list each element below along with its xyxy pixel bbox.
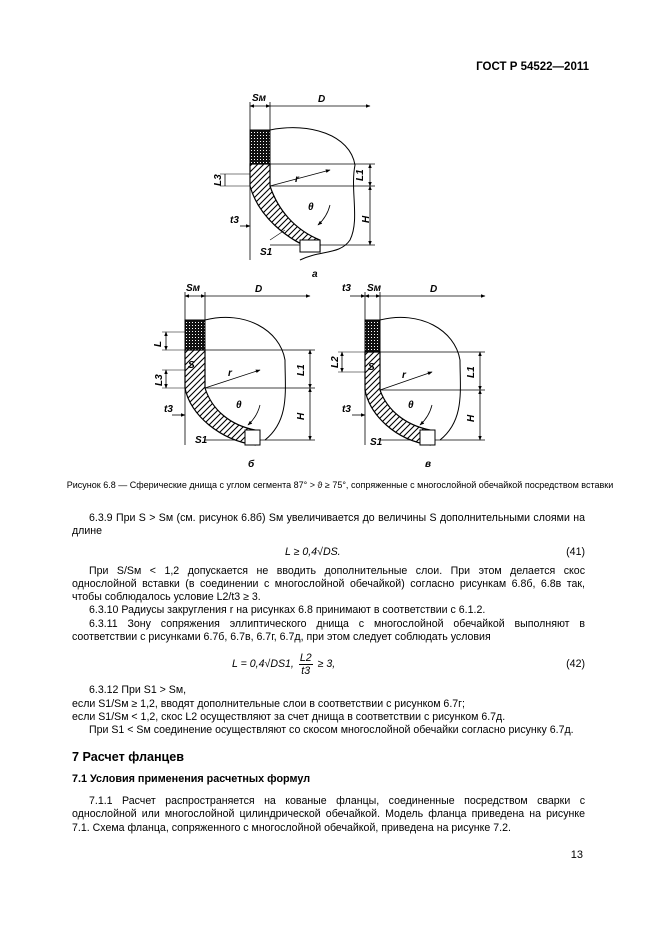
label-s: S [368,362,375,373]
label-h: H [361,215,372,223]
label-s1: S1 [370,437,383,448]
formula-41 [72,539,585,565]
label-l1: L1 [355,169,366,181]
label-h: H [466,414,477,422]
label-t3: t3 [164,404,173,415]
formula-41-number: (41) [566,545,585,558]
label-d: D [255,284,263,295]
label-l3: L3 [154,374,165,386]
formula-42-numerator: L2 [299,652,312,665]
label-theta: θ [236,400,242,411]
figure-letter: в [425,459,432,470]
formula-42-part-b: ≥ 3, [317,658,336,671]
label-h: H [296,412,307,420]
label-r: r [402,370,406,381]
figure-letter: б [248,459,255,470]
subsection-7-1-title: 7.1 Условия применения расчетных формул [72,772,311,785]
page-number: 13 [570,849,583,861]
label-s-m: Sм [186,283,201,294]
formula-42-denominator: t3 [301,665,311,678]
figure-6-8-c [320,280,500,470]
figure-caption: Рисунок 6.8 — Сферические днища с углом сегмента 87° > ϑ ≥ 75°, сопряженные с многослойной обечайкой посредством вставки [66,480,614,490]
label-l: L [153,340,164,347]
formula-41-expression: L ≥ 0,4√DS. [285,545,341,558]
label-r: r [228,368,232,379]
formula-42 [72,644,585,684]
paragraph-6-3-12-c: При S1 < Sм соединение осуществляют со скосом многослойной обечайки согласно рисунку 6.7д. [89,724,574,737]
label-l3: L3 [213,174,224,186]
body-text [72,512,585,835]
label-l1: L1 [466,366,477,378]
document-header: ГОСТ Р 54522—2011 [476,61,589,73]
paragraph-6-3-12: 6.3.12 При S1 > Sм, [89,684,187,697]
label-s1: S1 [260,247,273,258]
label-l2: L2 [330,356,341,368]
figure-letter: а [312,269,318,280]
figure-6-8-a [200,90,400,280]
paragraph-6-3-12-a: если S1/Sм ≥ 1,2, вводят дополнительные слои в соответствии с рисунком 6.7г; [72,697,465,710]
section-7-title: 7 Расчет фланцев [72,749,185,764]
paragraph-7-1-1: 7.1.1 Расчет распространяется на кованые фланцы, соединенные посредством сварки с однослойной или многослойной цилиндрической обечайкой. Модель фланца приведена на рисунке 7.1. Схема фланца, сопряженного с многослойной обечайкой, приведена на рисунке 7.2. [72,795,585,834]
label-l1: L1 [296,364,307,376]
label-theta: θ [308,202,314,213]
formula-42-number: (42) [566,658,585,671]
paragraph-6-3-10: 6.3.10 Радиусы закругления r на рисунках 6.8 принимают в соответствии с 6.1.2. [89,604,486,617]
formula-42-fraction [299,652,313,677]
label-r: r [295,174,299,185]
paragraph-6-3-12-b: если S1/Sм < 1,2, скос L2 осуществляют за счет днища в соответствии с рисунком 6.7д. [72,710,506,723]
formula-42-expression [232,644,335,684]
label-s-m: Sм [252,93,267,104]
label-s1: S1 [195,435,208,446]
formula-42-part-a: L = 0,4√DS1, [232,658,294,671]
label-s: S [188,360,195,371]
label-d: D [430,284,438,295]
label-d: D [318,94,326,105]
paragraph-6-3-9: 6.3.9 При S > Sм (см. рисунок 6.8б) Sм увеличивается до величины S дополнительными слоями на длине [72,512,585,538]
label-t3-bottom: t3 [342,404,351,415]
label-s-m: Sм [367,283,382,294]
figure-6-8-b [150,280,330,470]
paragraph-6-3-9-cont: При S/Sм < 1,2 допускается не вводить дополнительные слои. При этом делается скос однослойной вставки (в соединении с многослойной обечайкой) согласно рисункам 6.8б, 6.8в так, чтобы соблюдалось условие L2/t3 ≥ 3. [72,564,585,604]
paragraph-6-3-11: 6.3.11 Зону сопряжения эллиптического днища с многослойной обечайкой выполняют в соответствии с рисунками 6.7б, 6.7в, 6.7г, 6.7д, при этом следует соблюдать условия [72,617,585,644]
label-t3: t3 [230,215,239,226]
label-theta: θ [408,400,414,411]
label-t3-top: t3 [342,283,351,294]
